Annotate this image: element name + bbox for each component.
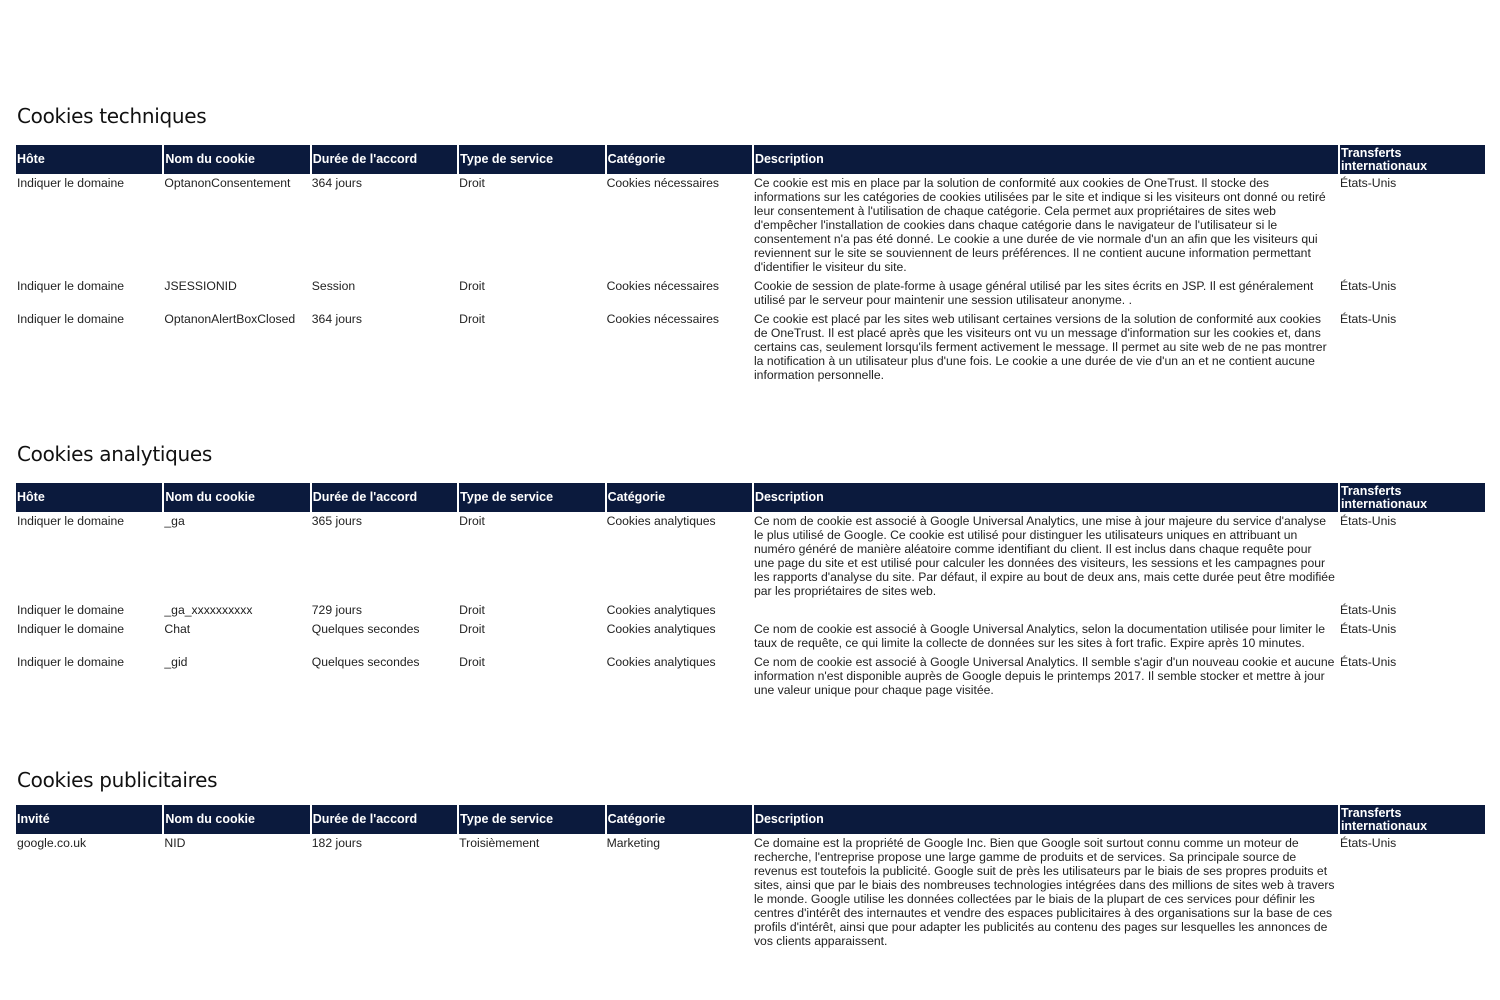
cell-category: Marketing bbox=[606, 836, 661, 850]
cell-description: Ce nom de cookie est associé à Google Universal Analytics, selon la documentation utilisée pour limiter le taux de requête, ce qui limite la collecte de données sur les sites à fort trafic. Expire après 10 minutes. bbox=[753, 622, 1326, 650]
cell-host: Indiquer le domaine bbox=[17, 176, 125, 190]
header-service-type: Type de service bbox=[458, 145, 605, 174]
header-cookie-name: Nom du cookie bbox=[163, 805, 310, 834]
section-technical-cookies bbox=[16, 104, 1482, 385]
section-analytics-cookies bbox=[16, 442, 1482, 700]
cell-duration: Session bbox=[311, 279, 356, 293]
header-duration: Durée de l'accord bbox=[311, 483, 458, 512]
cell-cookie-name: OptanonAlertBoxClosed bbox=[164, 312, 296, 326]
header-transfers: Transferts internationaux bbox=[1339, 483, 1485, 512]
header-host: Hôte bbox=[16, 483, 163, 512]
table-row bbox=[16, 834, 1485, 951]
cell-transfers: États-Unis bbox=[1339, 836, 1397, 850]
section-advertising-cookies bbox=[16, 768, 1482, 951]
cell-service-type: Droit bbox=[459, 312, 485, 326]
cell-description: Cookie de session de plate-forme à usage général utilisé par les sites écrits en JSP. Il est généralement utilisé par le serveur pour maintenir une session utilisateur anonyme. . bbox=[753, 279, 1314, 307]
header-transfers: Transferts internationaux bbox=[1339, 805, 1485, 834]
header-service-type: Type de service bbox=[458, 483, 605, 512]
header-category: Catégorie bbox=[606, 483, 753, 512]
cell-cookie-name: JSESSIONID bbox=[164, 279, 237, 293]
cookies-table bbox=[16, 145, 1485, 385]
section-title: Cookies publicitaires bbox=[17, 768, 218, 792]
header-cookie-name: Nom du cookie bbox=[163, 483, 310, 512]
cell-cookie-name: _ga bbox=[164, 514, 185, 528]
cell-cookie-name: OptanonConsentement bbox=[164, 176, 291, 190]
cell-description: Ce nom de cookie est associé à Google Universal Analytics. Il semble s'agir d'un nouveau cookie et aucune information n'est disponible auprès de Google depuis le printemps 2017. Il semble stocker et mettre à jour une valeur unique pour chaque page visitée. bbox=[753, 655, 1335, 697]
table-row bbox=[16, 310, 1485, 385]
cell-service-type: Droit bbox=[459, 176, 485, 190]
cell-service-type: Droit bbox=[459, 655, 485, 669]
cell-duration: 364 jours bbox=[311, 176, 362, 190]
cookies-table bbox=[16, 805, 1485, 951]
table-row bbox=[16, 601, 1485, 620]
cell-description: Ce cookie est mis en place par la solution de conformité aux cookies de OneTrust. Il stocke des informations sur les catégories de cookies utilisées par le site et indique si les visiteurs ont donné ou retiré leur consentement à l'utilisation de chaque catégorie. Cela permet aux propriétaires de sites web d'empêcher l'installation de cookies dans chaque catégorie dans le navigateur de l'utilisateur si le consentement n'a pas été donné. Le cookie a une durée de vie normale d'un an afin que les visiteurs qui reviennent sur le site se souviennent de leurs préférences. Il ne contient aucune information permettant d'identifier le visiteur du site. bbox=[753, 176, 1326, 274]
cell-description: Ce domaine est la propriété de Google Inc. Bien que Google soit surtout connu comme un moteur de recherche, l'entreprise propose une large gamme de produits et de services. Sa principale source de revenus est toutefois la publicité. Google suit de près les utilisateurs par le biais de ses propres produits et sites, ainsi que par le biais des nombreuses technologies intégrées dans des millions de sites web à travers le monde. Google utilise les données collectées par le biais de la plupart de ces services pour définir les centres d'intérêt des internautes et vendre des espaces publicitaires à des organisations sur la base de ces profils d'intérêt, ainsi que pour adapter les publicités au contenu des pages sur lesquelles les annonces de vos clients apparaissent. bbox=[753, 836, 1335, 948]
cell-service-type: Droit bbox=[459, 279, 485, 293]
cell-host: Indiquer le domaine bbox=[17, 312, 125, 326]
table-header-row bbox=[16, 483, 1485, 512]
cell-description: Ce cookie est placé par les sites web utilisant certaines versions de la solution de conformité aux cookies de OneTrust. Il est placé après que les visiteurs ont vu un message d'information sur les cookies et, dans certains cas, seulement lorsqu'ils ferment activement le message. Il permet au site web de ne pas montrer la notification à un utilisateur plus d'une fois. Le cookie a une durée de vie d'un an et ne contient aucune information personnelle. bbox=[753, 312, 1327, 382]
cell-host: google.co.uk bbox=[17, 836, 87, 850]
cell-transfers: États-Unis bbox=[1339, 603, 1397, 617]
table-row bbox=[16, 653, 1485, 700]
cell-service-type: Droit bbox=[459, 603, 485, 617]
cell-transfers: États-Unis bbox=[1339, 176, 1397, 190]
cell-cookie-name: _ga_xxxxxxxxxx bbox=[164, 603, 253, 617]
cell-host: Indiquer le domaine bbox=[17, 514, 125, 528]
cell-cookie-name: Chat bbox=[164, 622, 191, 636]
cell-service-type: Troisièmement bbox=[459, 836, 540, 850]
cell-duration: Quelques secondes bbox=[311, 655, 420, 669]
cell-transfers: États-Unis bbox=[1339, 514, 1397, 528]
cell-category: Cookies nécessaires bbox=[606, 279, 720, 293]
cell-transfers: États-Unis bbox=[1339, 622, 1397, 636]
cell-service-type: Droit bbox=[459, 622, 485, 636]
header-host: Hôte bbox=[16, 145, 163, 174]
cell-category: Cookies analytiques bbox=[606, 603, 716, 617]
cell-category: Cookies analytiques bbox=[606, 622, 716, 636]
table-header-row bbox=[16, 805, 1485, 834]
cell-category: Cookies analytiques bbox=[606, 514, 716, 528]
cell-description bbox=[753, 601, 1339, 620]
header-guest: Invité bbox=[16, 805, 163, 834]
cell-duration: 729 jours bbox=[311, 603, 362, 617]
cell-transfers: États-Unis bbox=[1339, 312, 1397, 326]
header-duration: Durée de l'accord bbox=[311, 145, 458, 174]
section-title: Cookies analytiques bbox=[17, 442, 213, 466]
cell-description: Ce nom de cookie est associé à Google Universal Analytics, une mise à jour majeure du service d'analyse le plus utilisé de Google. Ce cookie est utilisé pour distinguer les utilisateurs uniques en attribuant un numéro généré de manière aléatoire comme identifiant du client. Il est inclus dans chaque requête pour une page du site et est utilisé pour calculer les données des visiteurs, les sessions et les campagnes pour les rapports d'analyse du site. Par défaut, il expire au bout de deux ans, mais cette durée peut être modifiée par les propriétaires de sites web. bbox=[753, 514, 1335, 598]
cell-duration: 182 jours bbox=[311, 836, 362, 850]
cell-host: Indiquer le domaine bbox=[17, 622, 125, 636]
cell-transfers: États-Unis bbox=[1339, 279, 1397, 293]
table-row bbox=[16, 277, 1485, 310]
cell-duration: 365 jours bbox=[311, 514, 362, 528]
header-description: Description bbox=[753, 145, 1339, 174]
cell-category: Cookies nécessaires bbox=[606, 176, 720, 190]
header-service-type: Type de service bbox=[458, 805, 605, 834]
cell-service-type: Droit bbox=[459, 514, 485, 528]
cell-transfers: États-Unis bbox=[1339, 655, 1397, 669]
cell-duration: Quelques secondes bbox=[311, 622, 420, 636]
header-category: Catégorie bbox=[606, 805, 753, 834]
header-description: Description bbox=[753, 483, 1339, 512]
cell-duration: 364 jours bbox=[311, 312, 362, 326]
section-title: Cookies techniques bbox=[17, 104, 207, 128]
cell-host: Indiquer le domaine bbox=[17, 279, 125, 293]
cell-host: Indiquer le domaine bbox=[17, 655, 125, 669]
cell-category: Cookies analytiques bbox=[606, 655, 716, 669]
header-category: Catégorie bbox=[606, 145, 753, 174]
cell-category: Cookies nécessaires bbox=[606, 312, 720, 326]
header-duration: Durée de l'accord bbox=[311, 805, 458, 834]
table-row bbox=[16, 174, 1485, 277]
header-transfers: Transferts internationaux bbox=[1339, 145, 1485, 174]
cell-host: Indiquer le domaine bbox=[17, 603, 125, 617]
table-row bbox=[16, 620, 1485, 653]
header-cookie-name: Nom du cookie bbox=[163, 145, 310, 174]
cookies-table bbox=[16, 483, 1485, 700]
table-row bbox=[16, 512, 1485, 601]
header-description: Description bbox=[753, 805, 1339, 834]
cell-cookie-name: NID bbox=[164, 836, 186, 850]
table-header-row bbox=[16, 145, 1485, 174]
cell-cookie-name: _gid bbox=[164, 655, 188, 669]
